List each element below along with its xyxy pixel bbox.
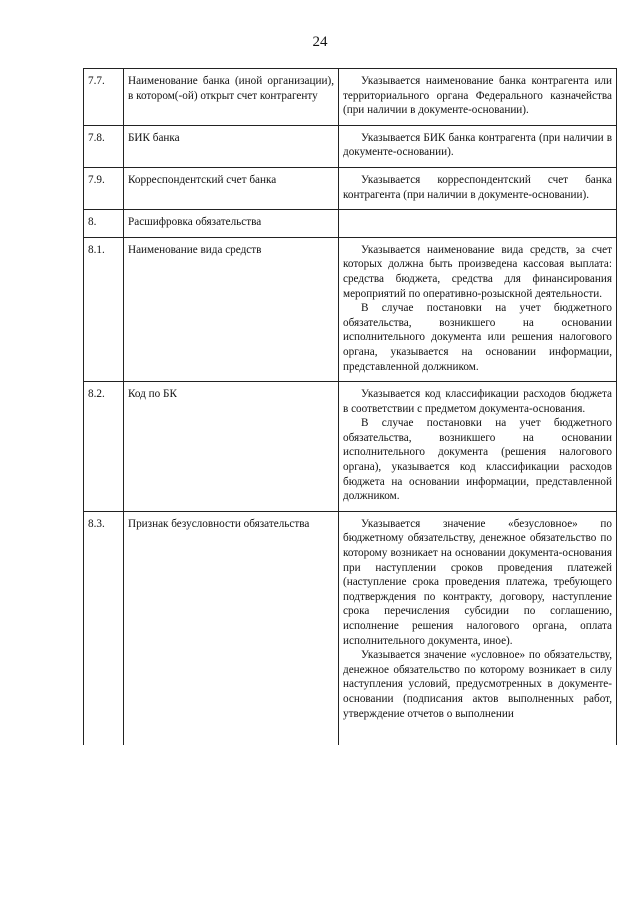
table-row (84, 167, 617, 209)
row-description: Указывается корреспондентский счет банка контрагента (при наличии в документе-основании). (339, 167, 617, 209)
table-row (84, 511, 617, 745)
row-description: Указывается значение «безусловное» по бюджетному обязательству, денежное обязательство по которому возникает на основании документа-основания при наступлении сроков проведения платежей (наступление срока проведения платежа, требующего подтверждения по контракту, договору, наступление срока перечисления субсидии по соглашению, исполнение решения налогового органа, оплата исполнительного документа, иное). Указывается значение «условное» по обязательству, денежное обязательство по которому возникает в силу наступления условий, предусмотренных в документе-основании (подписания актов выполненных работ, утверждение отчетов о выполнении (339, 511, 617, 745)
row-title: Код по БК (124, 382, 339, 512)
row-description (339, 210, 617, 238)
row-title: Наименование банка (иной организации), в котором(-ой) открыт счет контрагенту (124, 69, 339, 126)
row-number: 7.8. (84, 125, 124, 167)
row-description: Указывается наименование банка контрагента или территориального органа Федерального казначейства (при наличии в документе-основании). (339, 69, 617, 126)
row-title: Признак безусловности обязательства (124, 511, 339, 745)
row-number: 8.3. (84, 511, 124, 745)
page-number: 24 (312, 34, 328, 50)
row-title: Наименование вида средств (124, 237, 339, 381)
requirements-table (83, 68, 617, 745)
table-row (84, 210, 617, 238)
row-number: 8.2. (84, 382, 124, 512)
table-row (84, 237, 617, 381)
row-title: Корреспондентский счет банка (124, 167, 339, 209)
row-number: 8. (84, 210, 124, 238)
table-row (84, 125, 617, 167)
row-title: Расшифровка обязательства (124, 210, 339, 238)
row-number: 7.7. (84, 69, 124, 126)
row-title: БИК банка (124, 125, 339, 167)
row-description: Указывается код классификации расходов бюджета в соответствии с предметом документа-основания. В случае постановки на учет бюджетного обязательства, возникшего на основании исполнительного документа (решения налогового органа), указывается код классификации расходов бюджета на основании информации, представленной должником. (339, 382, 617, 512)
row-number: 8.1. (84, 237, 124, 381)
table-row (84, 69, 617, 126)
table-row (84, 382, 617, 512)
row-description: Указывается наименование вида средств, за счет которых должна быть произведена кассовая выплата: средства бюджета, средства для финансирования мероприятий по оперативно-розыскной деятельности. В случае постановки на учет бюджетного обязательства, возникшего на основании исполнительного документа или решения налогового органа, указывается на основании информации, представленной должником. (339, 237, 617, 381)
row-number: 7.9. (84, 167, 124, 209)
row-description: Указывается БИК банка контрагента (при наличии в документе-основании). (339, 125, 617, 167)
